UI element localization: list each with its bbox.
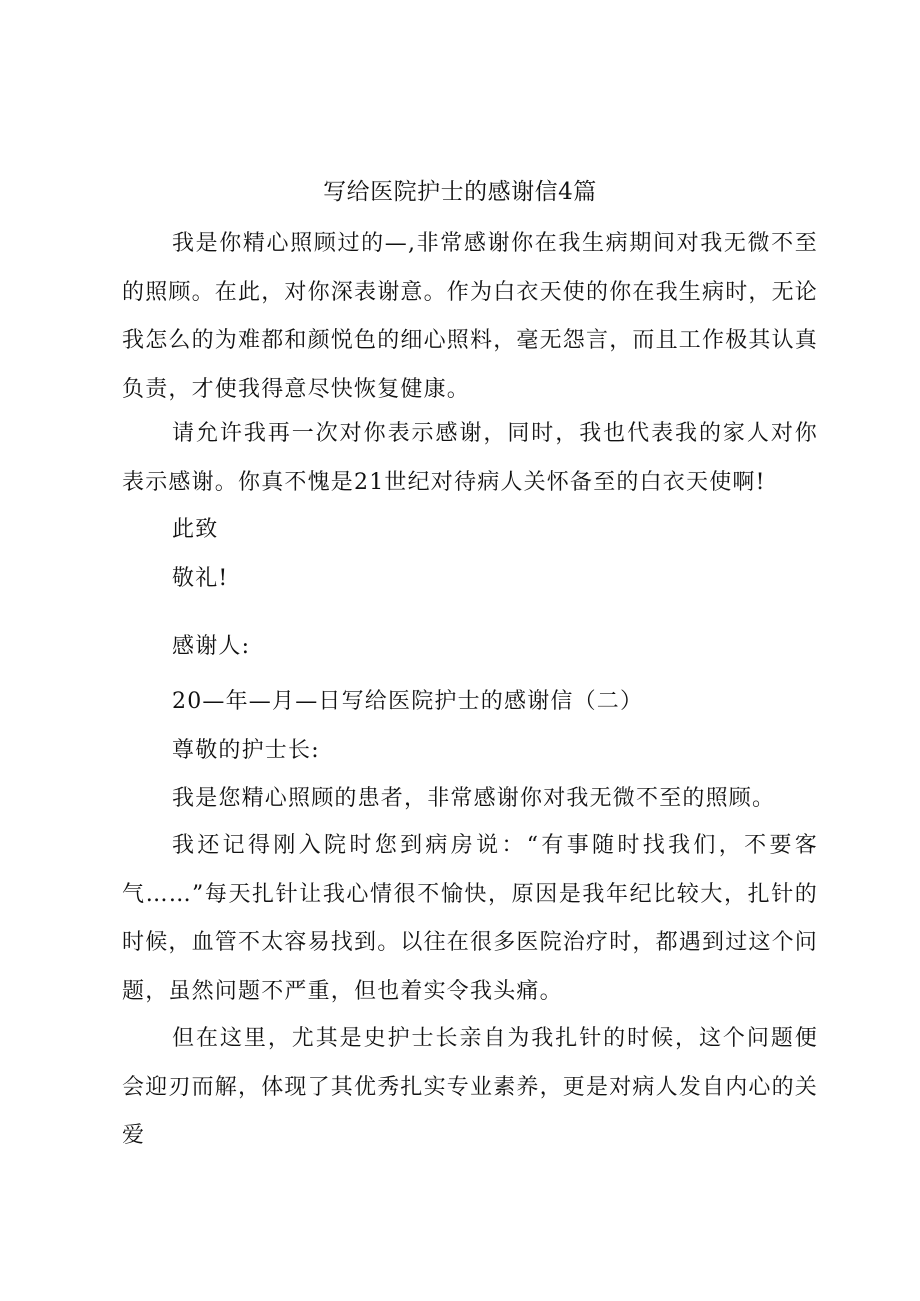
paragraph-2: 请允许我再一次对你表示感谢，同时，我也代表我的家人对你表示感谢。你真不愧是21世纪对待病人关怀备至的白衣天使啊! <box>122 421 818 495</box>
letter2-paragraph-1: 我是您精心照顾的患者，非常感谢你对我无微不至的照顾。 <box>172 786 776 811</box>
date-and-second-letter-heading: 20—年—月—日写给医院护士的感谢信（二） <box>172 689 644 714</box>
letter2-paragraph-2: 我还记得刚入院时您到病房说：“有事随时找我们，不要客气……”每天扎针让我心情很不愉快，原因是我年纪比较大，扎针的时候，血管不太容易找到。以往在很多医院治疗时，都遇到过这个问题，虽然问题不严重，但也着实令我头痛。 <box>122 833 819 1005</box>
closing-cizhi: 此致 <box>172 517 219 542</box>
letter2-paragraph-3: 但在这里，尤其是史护士长亲自为我扎针的时候，这个问题便会迎刃而解，体现了其优秀扎实专业素养，更是对病人发自内心的关爱 <box>122 1026 819 1149</box>
salutation: 尊敬的护士长: <box>172 738 320 763</box>
closing-jingli: 敬礼! <box>172 566 229 591</box>
document-title: 写给医院护士的感谢信4篇 <box>323 179 597 205</box>
paragraph-1: 我是你精心照顾过的—,非常感谢你在我生病期间对我无微不至的照顾。在此，对你深表谢意。作为白衣天使的你在我生病时，无论我怎么的为难都和颜悦色的细心照料，毫无怨言，而且工作极其认真负责，才使我得意尽快恢复健康。 <box>122 231 819 403</box>
signature-line: 感谢人: <box>172 634 251 659</box>
